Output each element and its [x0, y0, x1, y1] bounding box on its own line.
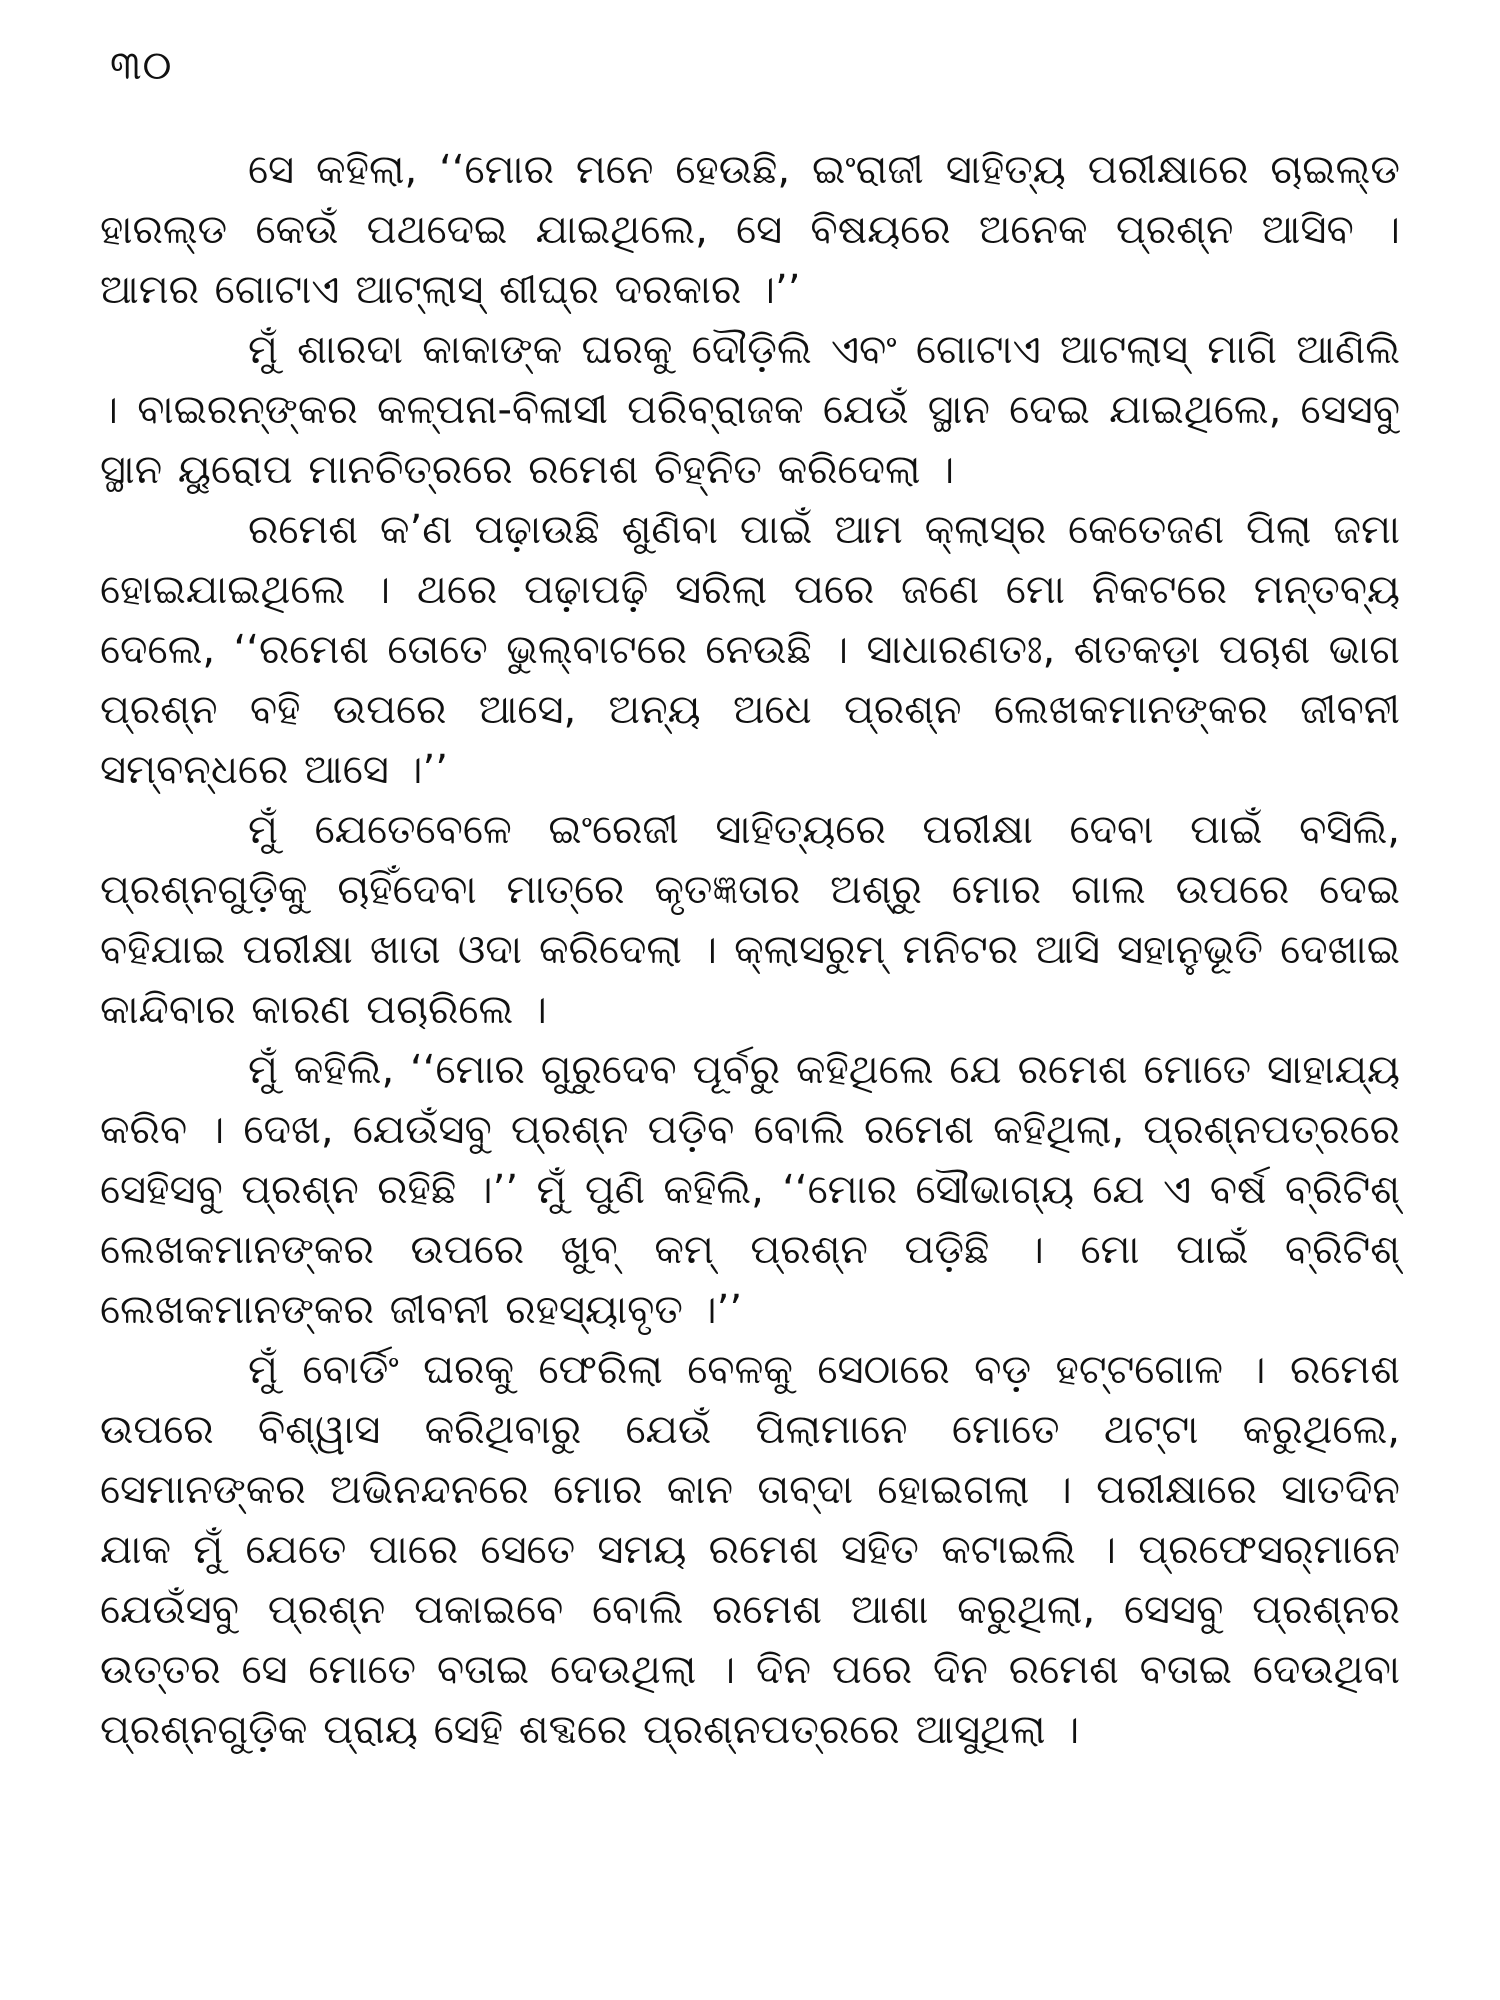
body-text: [100, 140, 1400, 1760]
paragraph-1: ସେ କହିଲା, ‘‘ମୋର ମନେ ହେଉଛି, ଇଂରାଜୀ ସାହିତ୍ୟ ପରୀକ୍ଷାରେ ଚାଇଲ୍‌ଡ ହାରଲ୍‌ଡ କେଉଁ ପଥଦେଇ ଯାଇଥିଲେ, ସେ ବିଷୟରେ ଅନେକ ପ୍ରଶ୍ନ ଆସିବ । ଆମର ଗୋଟାଏ ଆଟ୍‌ଲାସ୍ ଶୀଘ୍ର ଦରକାର ।’’: [100, 147, 1400, 313]
paragraph-5: ମୁଁ କହିଲି, ‘‘ମୋର ଗୁରୁଦେବ ପୂର୍ବରୁ କହିଥିଲେ ଯେ ରମେଶ ମୋତେ ସାହାଯ୍ୟ କରିବ । ଦେଖ, ଯେଉଁସବୁ ପ୍ରଶ୍ନ ପଡ଼ିବ ବୋଲି ରମେଶ କହିଥିଲା, ପ୍ରଶ୍ନପତ୍ରରେ ସେହିସବୁ ପ୍ରଶ୍ନ ରହିଛି ।’’ ମୁଁ ପୁଣି କହିଲି, ‘‘ମୋର ସୌଭାଗ୍ୟ ଯେ ଏ ବର୍ଷ ବ୍ରିଟିଶ୍ ଲେଖକମାନଙ୍କର ଉପରେ ଖୁବ୍ କମ୍ ପ୍ରଶ୍ନ ପଡ଼ିଛି । ମୋ ପାଇଁ ବ୍ରିଟିଶ୍ ଲେଖକମାନଙ୍କର ଜୀବନୀ ରହସ୍ୟାବୃତ ।’’: [100, 1047, 1400, 1333]
page-number: ୩୦: [110, 43, 173, 89]
paragraph-4: ମୁଁ ଯେତେବେଳେ ଇଂରେଜୀ ସାହିତ୍ୟରେ ପରୀକ୍ଷା ଦେବା ପାଇଁ ବସିଲି, ପ୍ରଶ୍ନଗୁଡ଼ିକୁ ଚାହିଁଦେବା ମାତ୍ରେ କୃତଜ୍ଞତାର ଅଶ୍ରୁ ମୋର ଗାଲ ଉପରେ ଦେଇ ବହିଯାଇ ପରୀକ୍ଷା ଖାତା ଓଦା କରିଦେଲା । କ୍ଲାସରୁମ୍ ମନିଟର ଆସି ସହାନୁଭୂତି ଦେଖାଇ କାନ୍ଦିବାର କାରଣ ପଚାରିଲେ ।: [100, 807, 1400, 1033]
paragraph-3: ରମେଶ କ’ଣ ପଢ଼ାଉଛି ଶୁଣିବା ପାଇଁ ଆମ କ୍ଲାସ୍‌ର କେତେଜଣ ପିଲା ଜମା ହୋଇଯାଇଥିଲେ । ଥରେ ପଢ଼ାପଢ଼ି ସରିଲା ପରେ ଜଣେ ମୋ ନିକଟରେ ମନ୍ତବ୍ୟ ଦେଲେ, ‘‘ରମେଶ ତୋତେ ଭୁଲ୍‌ବାଟରେ ନେଉଛି । ସାଧାରଣତଃ, ଶତକଡ଼ା ପଚାଶ ଭାଗ ପ୍ରଶ୍ନ ବହି ଉପରେ ଆସେ, ଅନ୍ୟ ଅଧେ ପ୍ରଶ୍ନ ଲେଖକମାନଙ୍କର ଜୀବନୀ ସମ୍ବନ୍ଧରେ ଆସେ ।’’: [100, 507, 1400, 793]
paragraph-2: ମୁଁ ଶାରଦା କାକାଙ୍କ ଘରକୁ ଦୌଡ଼ିଲି ଏବଂ ଗୋଟାଏ ଆଟଲାସ୍ ମାଗି ଆଣିଲି । ବାଇରନ୍‌ଙ୍କର କଳ୍ପନା-ବିଳାସୀ ପରିବ୍ରାଜକ ଯେଉଁ ସ୍ଥାନ ଦେଇ ଯାଇଥିଲେ, ସେସବୁ ସ୍ଥାନ ୟୁରୋପ ମାନଚିତ୍ରରେ ରମେଶ ଚିହ୍ନିତ କରିଦେଲା ।: [100, 327, 1400, 493]
paragraph-6: ମୁଁ ବୋର୍ଡିଂ ଘରକୁ ଫେରିଲା ବେଳକୁ ସେଠାରେ ବଡ଼ ହଟ୍ଟଗୋଳ । ରମେଶ ଉପରେ ବିଶ୍ୱାସ କରିଥିବାରୁ ଯେଉଁ ପିଲାମାନେ ମୋତେ ଥଟ୍ଟା କରୁଥିଲେ, ସେମାନଙ୍କର ଅଭିନନ୍ଦନରେ ମୋର କାନ ତାବ୍‌ଦା ହୋଇଗଲା । ପରୀକ୍ଷାରେ ସାତଦିନ ଯାକ ମୁଁ ଯେତେ ପାରେ ସେତେ ସମୟ ରମେଶ ସହିତ କଟାଇଲି । ପ୍ରଫେସର୍‌ମାନେ ଯେଉଁସବୁ ପ୍ରଶ୍ନ ପକାଇବେ ବୋଲି ରମେଶ ଆଶା କରୁଥିଲା, ସେସବୁ ପ୍ରଶ୍ନର ଉତ୍ତର ସେ ମୋତେ ବତାଇ ଦେଉଥିଲା । ଦିନ ପରେ ଦିନ ରମେଶ ବତାଇ ଦେଉଥିବା ପ୍ରଶ୍ନଗୁଡ଼ିକ ପ୍ରାୟ ସେହି ଶବ୍ଦରେ ପ୍ରଶ୍ନପତ୍ରରେ ଆସୁଥିଲା ।: [100, 1347, 1400, 1753]
